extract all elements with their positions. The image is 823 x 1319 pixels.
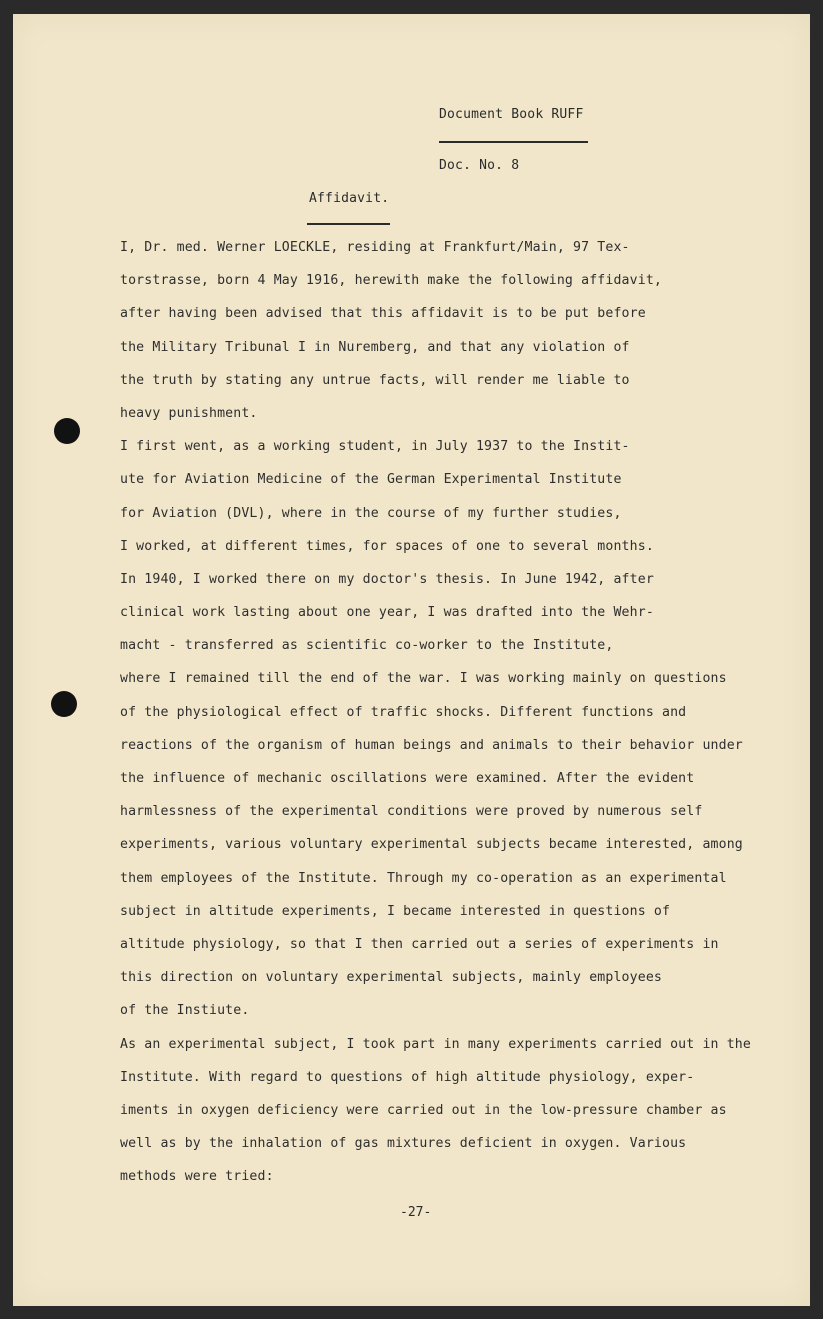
body-line: this direction on voluntary experimental subjects, mainly employees	[120, 970, 662, 986]
body-line: torstrasse, born 4 May 1916, herewith make the following affidavit,	[120, 273, 662, 289]
body-line: the Military Tribunal I in Nuremberg, and that any violation of	[120, 339, 630, 355]
document-page	[13, 14, 810, 1306]
punch-hole-bottom	[51, 691, 77, 717]
doc-number-label: Doc. No. 8	[439, 158, 520, 173]
affidavit-title: Affidavit.	[309, 191, 390, 206]
body-line: I worked, at different times, for spaces of one to several months.	[120, 538, 654, 554]
body-line: methods were tried:	[120, 1169, 274, 1185]
body-line: altitude physiology, so that I then carried out a series of experiments in	[120, 936, 719, 952]
document-book-label: Document Book RUFF	[439, 107, 584, 122]
body-line: subject in altitude experiments, I became interested in questions of	[120, 903, 671, 919]
body-line: As an experimental subject, I took part in many experiments carried out in the	[120, 1036, 751, 1052]
body-line: of the Instiute.	[120, 1003, 250, 1019]
body-line: In 1940, I worked there on my doctor's thesis. In June 1942, after	[120, 571, 654, 587]
affidavit-title-underline	[307, 223, 390, 225]
punch-hole-top	[54, 418, 80, 444]
body-line: ute for Aviation Medicine of the German Experimental Institute	[120, 472, 622, 488]
page-number: -27-	[400, 1205, 432, 1220]
body-line: reactions of the organism of human beings and animals to their behavior under	[120, 737, 743, 753]
affidavit-body	[120, 239, 751, 1201]
body-line: Institute. With regard to questions of high altitude physiology, exper-	[120, 1069, 695, 1085]
body-line: them employees of the Institute. Through my co-operation as an experimental	[120, 870, 727, 886]
body-line: I first went, as a working student, in July 1937 to the Instit-	[120, 439, 630, 455]
body-line: after having been advised that this affidavit is to be put before	[120, 306, 646, 322]
body-line: heavy punishment.	[120, 405, 258, 421]
body-line: macht - transferred as scientific co-worker to the Institute,	[120, 638, 614, 654]
body-line: experiments, various voluntary experimental subjects became interested, among	[120, 837, 743, 853]
body-line: clinical work lasting about one year, I was drafted into the Wehr-	[120, 605, 654, 621]
body-line: I, Dr. med. Werner LOECKLE, residing at Frankfurt/Main, 97 Tex-	[120, 240, 630, 255]
document-book-underline	[439, 141, 588, 143]
body-line: harmlessness of the experimental conditions were proved by numerous self	[120, 804, 703, 820]
body-line: where I remained till the end of the war. I was working mainly on questions	[120, 671, 727, 687]
body-line: for Aviation (DVL), where in the course of my further studies,	[120, 505, 622, 521]
body-line: well as by the inhalation of gas mixtures deficient in oxygen. Various	[120, 1136, 687, 1152]
body-line: iments in oxygen deficiency were carried out in the low-pressure chamber as	[120, 1102, 727, 1118]
body-line: of the physiological effect of traffic shocks. Different functions and	[120, 704, 687, 720]
body-line: the truth by stating any untrue facts, will render me liable to	[120, 372, 630, 388]
body-line: the influence of mechanic oscillations were examined. After the evident	[120, 771, 695, 786]
